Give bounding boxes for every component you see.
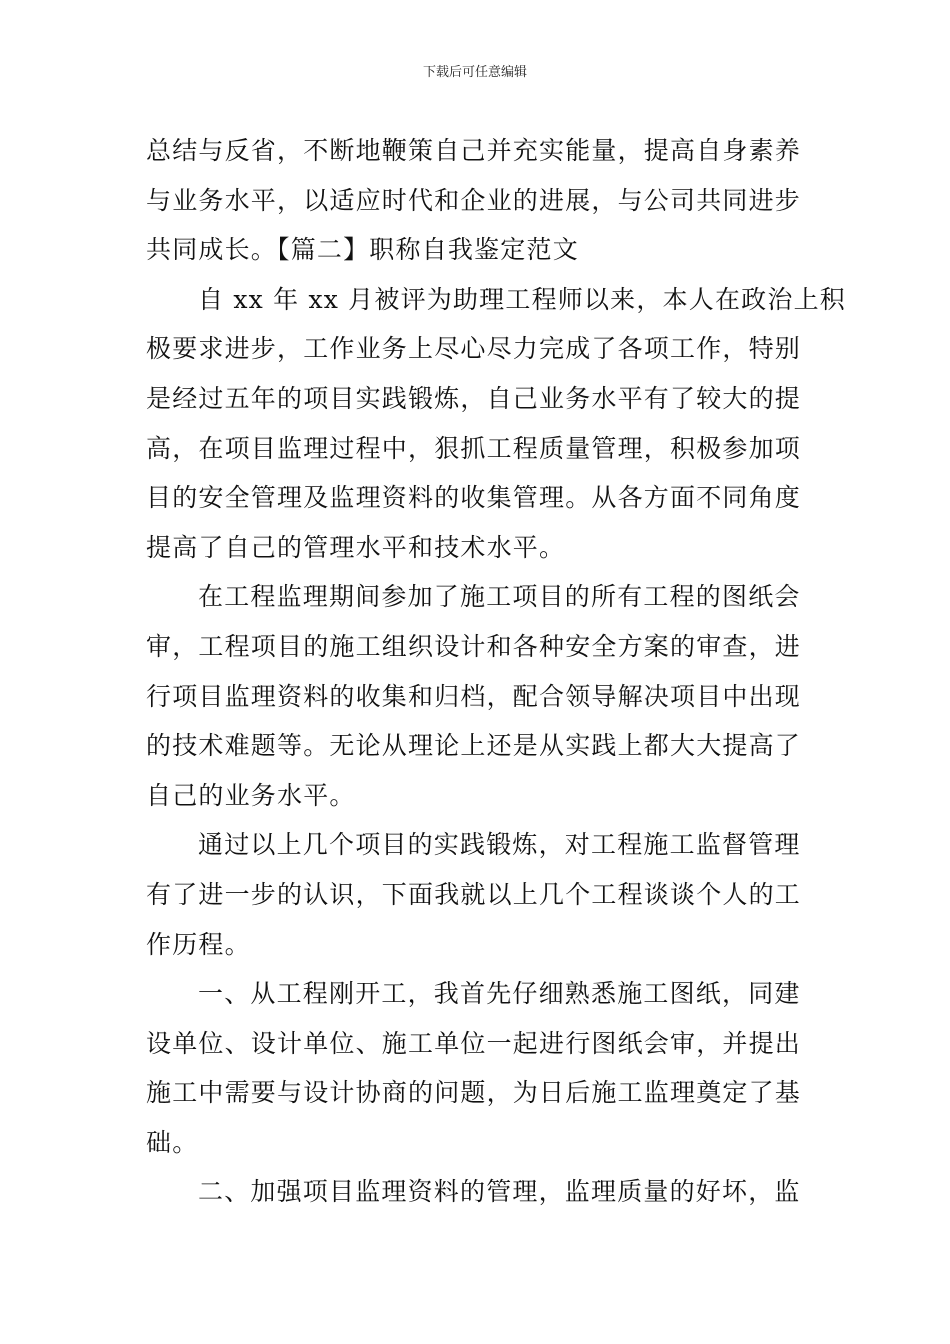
text-line: 设单位、设计单位、施工单位一起进行图纸会审，并提出 (146, 1028, 802, 1058)
text-line: 自己的业务水平。 (146, 780, 356, 810)
text-line: 共同成长。【篇二】职称自我鉴定范文 (146, 235, 579, 265)
page-header: 下载后可任意编辑 (422, 65, 527, 80)
text-line: 础。 (146, 1127, 199, 1157)
paragraph-3 (146, 572, 806, 820)
text-line: 自 xx 年 xx 月被评为助理工程师以来，本人在政治上积 (198, 284, 846, 314)
text-line: 有了进一步的认识，下面我就以上几个工程谈谈个人的工 (146, 879, 802, 909)
text-line: 施工中需要与设计协商的问题，为日后施工监理奠定了基 (146, 1078, 802, 1108)
paragraph-2 (146, 275, 846, 573)
text-line: 高，在项目监理过程中，狠抓工程质量管理，积极参加项 (146, 433, 802, 463)
text-line: 总结与反省，不断地鞭策自己并充实能量，提高自身素养 (146, 136, 802, 165)
text-line: 一、从工程刚开工，我首先仔细熟悉施工图纸，同建 (198, 979, 801, 1009)
paragraph-6 (146, 1167, 806, 1217)
text-line: 在工程监理期间参加了施工项目的所有工程的图纸会 (198, 582, 801, 612)
text-line: 行项目监理资料的收集和归档，配合领导解决项目中出现 (146, 681, 802, 711)
text-line: 通过以上几个项目的实践锻炼，对工程施工监督管理 (198, 830, 801, 860)
paragraph-5 (146, 969, 806, 1167)
paragraph-4 (146, 820, 806, 969)
text-line: 提高了自己的管理水平和技术水平。 (146, 532, 566, 562)
text-line: 二、加强项目监理资料的管理，监理质量的好坏，监 (198, 1177, 801, 1207)
text-line: 作历程。 (146, 929, 251, 959)
text-line: 的技术难题等。无论从理论上还是从实践上都大大提高了 (146, 731, 802, 761)
text-line: 与业务水平，以适应时代和企业的进展，与公司共同进步 (146, 185, 802, 215)
text-line: 极要求进步，工作业务上尽心尽力完成了各项工作，特别 (146, 334, 802, 364)
text-line: 审，工程项目的施工组织设计和各种安全方案的审查，进 (146, 631, 802, 661)
text-line: 目的安全管理及监理资料的收集管理。从各方面不同角度 (146, 483, 802, 513)
text-line: 是经过五年的项目实践锻炼，自己业务水平有了较大的提 (146, 383, 802, 413)
document-body (146, 126, 846, 1217)
paragraph-1 (146, 126, 806, 275)
